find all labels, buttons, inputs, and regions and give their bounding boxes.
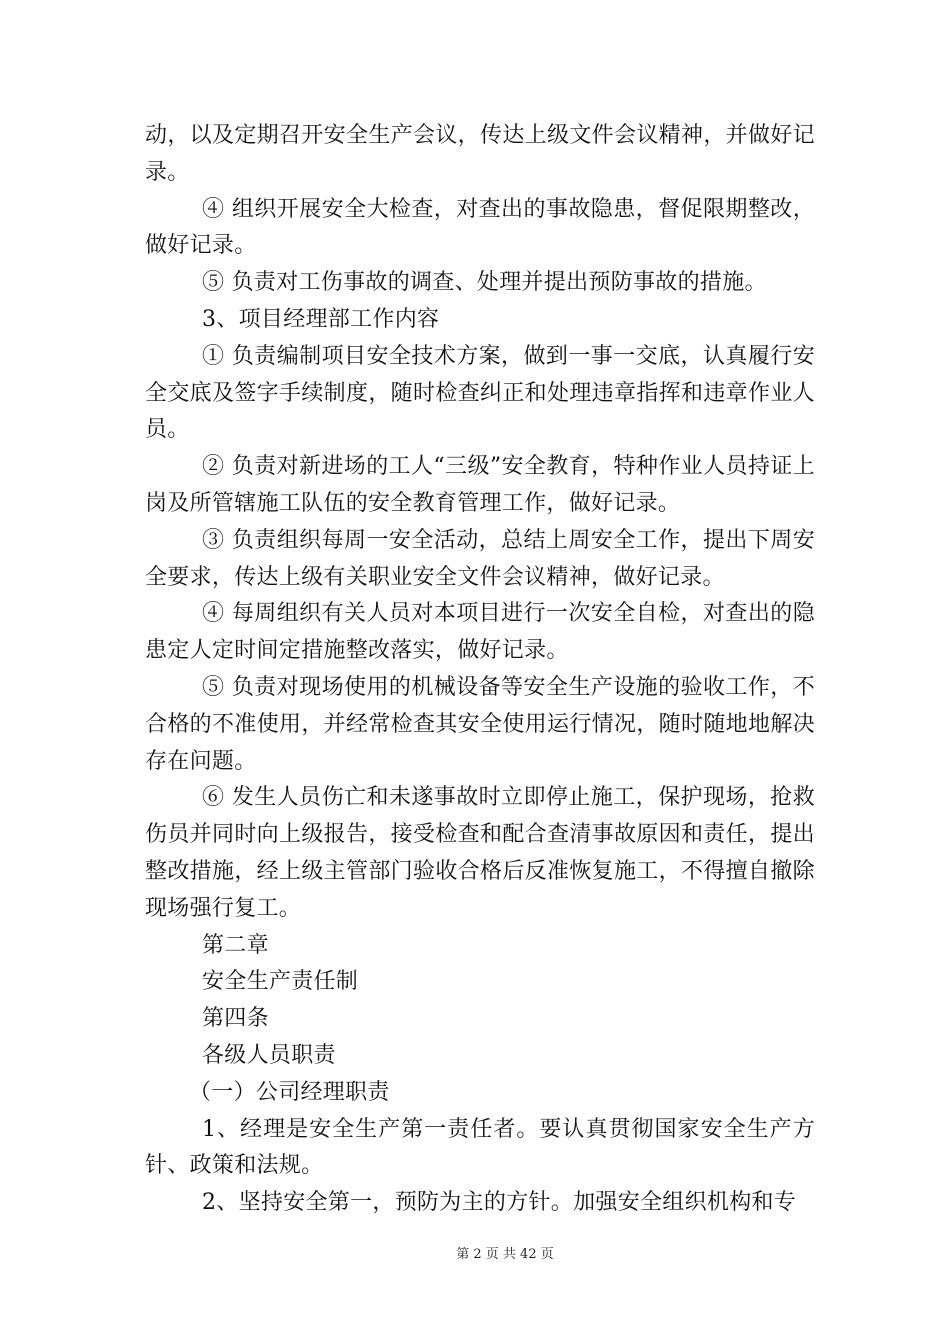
page-number-label: 第 2 页 共 42 页: [456, 1247, 554, 1262]
paragraph-project-item-2: ② 负责对新进场的工人“三级”安全教育，特种作业人员持证上岗及所管辖施工队伍的安全教育管理工作，做好记录。: [145, 454, 815, 516]
subsection-heading: （一）公司经理职责: [189, 1079, 390, 1105]
section-heading-3: 3、项目经理部工作内容: [202, 306, 440, 332]
chapter-title: 第二章: [202, 932, 269, 958]
paragraph-project-item-1: ① 负责编制项目安全技术方案，做到一事一交底，认真履行安全交底及签字手续制度，随时检查纠正和处理违章指挥和违章作业人员。: [145, 343, 815, 443]
paragraph-project-item-3: ③ 负责组织每周一安全活动，总结上周安全工作，提出下周安全要求，传达上级有关职业安全文件会议精神，做好记录。: [145, 527, 815, 590]
document-body: [145, 118, 815, 1222]
paragraph-item-5: ⑤ 负责对工伤事故的调查、处理并提出预防事故的措施。: [202, 270, 767, 296]
paragraph-continuation: 动，以及定期召开安全生产会议，传达上级文件会议精神，并做好记录。: [145, 123, 815, 185]
chapter-subtitle: 安全生产责任制: [202, 969, 359, 995]
paragraph-project-item-4: ④ 每周组织有关人员对本项目进行一次安全自检，对查出的隐患定人定时间定措施整改落实，做好记录。: [145, 601, 815, 664]
article-subtitle: 各级人员职责: [202, 1042, 336, 1068]
paragraph-project-item-5: ⑤ 负责对现场使用的机械设备等安全生产设施的验收工作，不合格的不准使用，并经常检查其安全使用运行情况，随时随地地解决存在问题。: [145, 674, 815, 774]
paragraph-project-item-6: ⑥ 发生人员伤亡和未遂事故时立即停止施工，保护现场，抢救伤员并同时向上级报告，接受检查和配合查清事故原因和责任，提出整改措施，经上级主管部门验收合格后反准恢复施工，不得擅自撤除现场强行复工。: [145, 785, 815, 921]
article-title: 第四条: [202, 1006, 269, 1032]
paragraph-manager-item-1: 1、经理是安全生产第一责任者。要认真贯彻国家安全生产方针、政策和法规。: [145, 1116, 815, 1179]
paragraph-item-4: ④ 组织开展安全大检查，对查出的事故隐患，督促限期整改，做好记录。: [145, 196, 815, 259]
page-footer: [0, 1243, 950, 1262]
paragraph-manager-item-2: 2、坚持安全第一，预防为主的方针。加强安全组织机构和专: [202, 1190, 797, 1216]
